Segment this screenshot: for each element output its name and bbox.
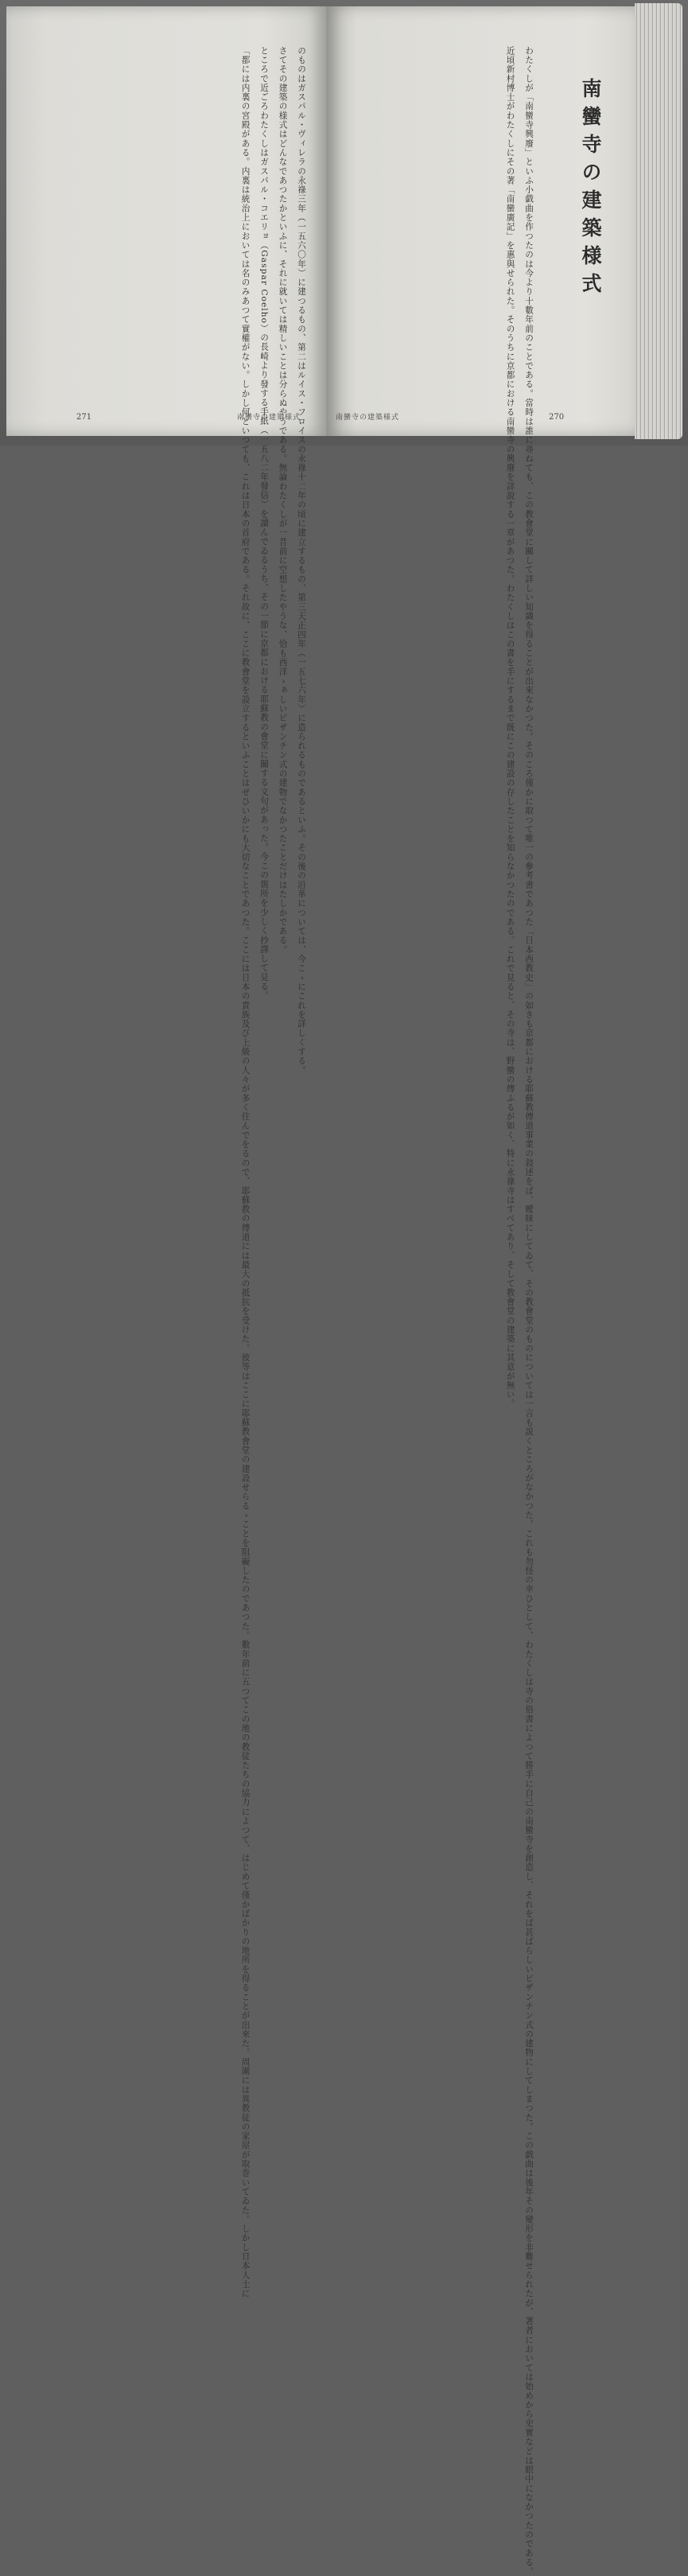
chapter-title: 南蠻寺の建築様式 [579,78,602,301]
right-running-head: 南蠻寺の建築様式 [336,414,400,422]
right-page [326,6,635,2576]
page-edges [635,3,682,439]
left-page-number: 271 [76,413,92,422]
right-page-body-text: わたくしが「南蠻寺興廢」といふ小戯曲を作つたのは今より十數年前のことである。當時は誰に尋ねても、この教會堂に關して詳しい知識を得ることが出來なかつた。そのころ僅かに取つて唯一の參考書であつた「日本西教史」の如きも京都における耶蘇教傳道事業の敍述をば、曖昧にしてゐて、その教會堂のものについては一言も説くところがなかつた。これも勿怪の幸ひとして、わたくしは寺の俗書によつて勝手に自己の南蠻寺を創造し、それをば甚ばらしいビザンチン式の建物にしてしまつた。この戯曲は後年その變形を非難せられたが、著者においては始めから史實などは眼中になかつたのである。 近頃新村博士がわたくしにその著「南蠻廣記」を惠與せられた。そのうちに京都における南蠻寺の興廢を詳說する一章があつた。わたくしはこの書を手にするまで既にこの建設の存したことを知らなかつたのである。これで見ると、その寺は、野蠻の傳ふるが如く、特に永祿寺はすべてあり、そして教會堂の建築に其意が無い。 [505,46,534,2576]
left-page [6,6,326,2298]
right-page-number: 270 [549,413,565,422]
left-page-body-text: のものはガスパル・ヴィレラの永祿三年（一五六〇年）に建つるもの、第二はルイス・フロイスの永祿十二年の頃に建立するもの、第三天正四年（一五七六年）に造られるものであるといふ。その後の沿革については、今こゝにこれを詳しくする。 さてその建築の様式はどんなであつたかといふに、それに就いては精しいことは分らぬやうである。無論わたくしが一昔前に空想したやうな、恰も西洋ゝぁしいビザンチン式の建物でなかつたことだけはたしかである。 ところで近ごろわたくしはガスパル・コエリョ（Gaspar Coelho）の長崎より發する手紙（一五八二年發信）を讀んでゐるうち、その一節に京都における耶蘇教の會堂に關する文句があった。今この箇所を少しく抄譯して見る。 「都には内裏の宮殿がある。内裏は統治上においては名のみあつて實權がない。しかし何といつても、これは日本の首府である。それ故に、ここに教會堂を設立するといふことはぜひいかにも大切なことであつた。ここには日本の貴族及び上級の人々が多く住んでをるので、耶蘇教の傳道には最大の抵抗を受けた。彼等はここに耶蘇教會堂の建設せらるゝことを阻礙したのであつた。數年前に五つてこの地の教徒たちの協力によつて、はじめて僅かばかりの地所を得ることが出來た。周圍には異教徒の家屋が取巻いてゐた。しかし日本人士に [240,46,306,2298]
left-running-head: 南蠻寺の建築様式 [237,414,301,422]
